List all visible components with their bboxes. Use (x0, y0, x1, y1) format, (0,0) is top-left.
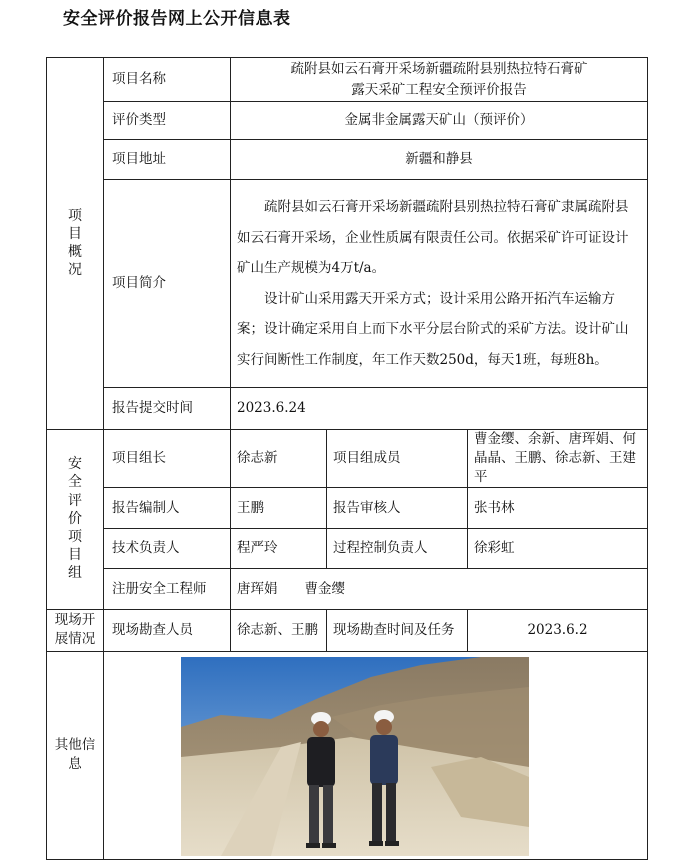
photo-cell (104, 651, 648, 859)
survey-time-value: 2023.6.2 (468, 609, 648, 651)
address-value: 新疆和静县 (231, 140, 648, 180)
submit-time-label: 报告提交时间 (104, 388, 231, 430)
survey-time-label: 现场勘查时间及任务 (327, 609, 468, 651)
section-field-label: 现场开展情况 (54, 612, 96, 648)
site-photo (181, 657, 529, 856)
project-name-line2: 露天采矿工程安全预评价报告 (351, 81, 527, 98)
section-other (47, 651, 104, 859)
members-value: 曹金缨、余新、唐珲娟、何晶晶、王鹏、徐志新、王建平 (468, 430, 648, 488)
intro-label: 项目简介 (104, 180, 231, 388)
intro-paragraph-1: 疏附县如云石膏开采场新疆疏附县别热拉特石膏矿隶属疏附县如云石膏开采场，企业性质属有限责任公司。依据采矿许可证设计矿山生产规模为4万t/a。 (237, 199, 629, 276)
project-name-value (231, 58, 648, 102)
section-overview-label: 项目概况 (68, 207, 82, 279)
intro-value (231, 180, 648, 388)
project-name-label: 项目名称 (104, 58, 231, 102)
tech-value: 程严玲 (231, 528, 327, 568)
section-field (47, 609, 104, 651)
surveyor-value: 徐志新、王鹏 (231, 609, 327, 651)
info-table (46, 57, 648, 860)
tech-label: 技术负责人 (104, 528, 231, 568)
section-team-label: 安全评价项目组 (68, 456, 82, 582)
submit-time-value: 2023.6.24 (231, 388, 648, 430)
reviewer-label: 报告审核人 (327, 487, 468, 528)
eval-type-label: 评价类型 (104, 102, 231, 140)
page-title: 安全评价报告网上公开信息表 (63, 9, 291, 29)
reviewer-value: 张书林 (468, 487, 648, 528)
engineer-value: 唐珲娟 曹金缨 (231, 568, 648, 609)
address-label: 项目地址 (104, 140, 231, 180)
surveyor-label: 现场勘查人员 (104, 609, 231, 651)
compiler-value: 王鹏 (231, 487, 327, 528)
section-overview (47, 58, 104, 430)
members-label: 项目组成员 (327, 430, 468, 488)
project-name-line1: 疏附县如云石膏开采场新疆疏附县别热拉特石膏矿 (290, 61, 588, 78)
engineer-label: 注册安全工程师 (104, 568, 231, 609)
leader-value: 徐志新 (231, 430, 327, 488)
section-other-label: 其他信息 (54, 736, 96, 773)
compiler-label: 报告编制人 (104, 487, 231, 528)
eval-type-value: 金属非金属露天矿山（预评价） (231, 102, 648, 140)
process-value: 徐彩虹 (468, 528, 648, 568)
section-team (47, 430, 104, 610)
intro-paragraph-2: 设计矿山采用露天开采方式；设计采用公路开拓汽车运输方案；设计确定采用自上而下水平分层台阶式的采矿方法。设计矿山实行间断性工作制度，年工作天数250d，每天1班，每班8h。 (237, 290, 629, 368)
leader-label: 项目组长 (104, 430, 231, 488)
process-label: 过程控制负责人 (327, 528, 468, 568)
